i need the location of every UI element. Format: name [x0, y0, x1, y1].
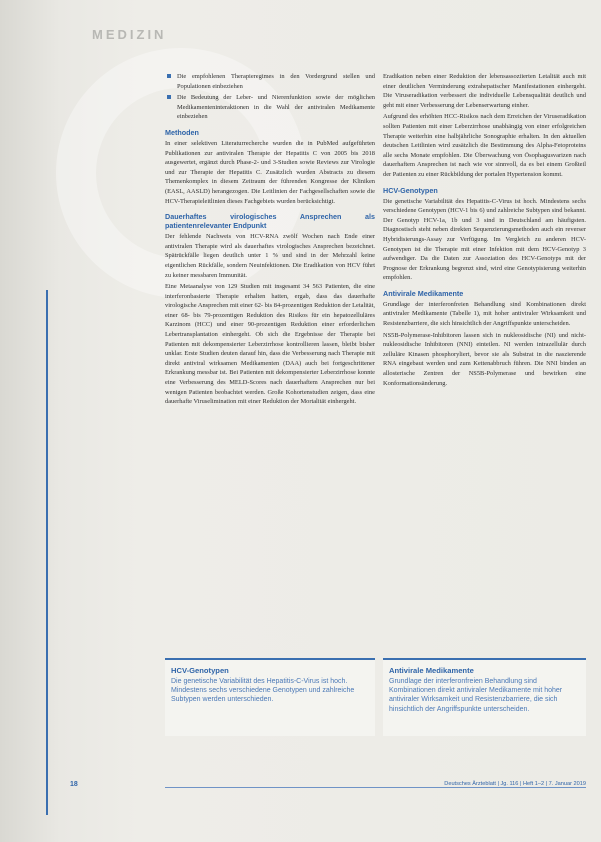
infobox-text: Grundlage der interferonfreien Behandlung sind Kombinationen direkt antiviraler Medikamente mit hoher antiviraler Wirksamkeit und Resistenzbarriere, die sich hinsichtlich der Angriffspunkte unterscheiden. [389, 678, 563, 713]
methoden-paragraph: In einer selektiven Literaturrecherche wurden die in PubMed aufgeführten Publikationen zur antiviralen Therapie der Hepatitis C von 2005 bis 2018 ausgewertet, ergänzt durch Phase-2- und 3-Studien sowie Reviews zur Virologie und zur Therapie der Hepatitis C. Zusätzlich wurden Abstracts zu diesem Themenkomplex in diesem Zeitraum der führenden Kongresse der Kliniken (EASL, AASLD) herangezogen. Die Leitlinien der Fachgesellschaften sowie die HCV-Therapieleitlinien dieses Fachgebiets wurden berücksichtigt. [165, 139, 375, 205]
infobox-heading: HCV-Genotypen [171, 666, 229, 675]
bullet-item: Die Bedeutung der Leber- und Nierenfunktion sowie der möglichen Medikamenteninteraktionen in die Wahl der antiviralen Medikamente einbeziehen [165, 93, 375, 122]
infobox-antiviral [383, 658, 586, 736]
margin-rule [46, 290, 48, 815]
footer-rule [165, 787, 586, 788]
infobox-genotypen [165, 658, 375, 736]
continuation-paragraph: Aufgrund des erhöhten HCC-Risikos nach dem Erreichen der Viruseradikation sollten Patienten mit einer Leberzirrhose unabhängig von einer erfolgreichen Therapie weiterhin eine halbjährliche Sonographie erhalten. In den aktuellen deutschen Leitlinien wird zusätzlich die Bestimmung des Alpha-Fetoproteins alle sechs Monate empfohlen. Die Überwachung von Ösophagusvarizen nach dauerhaftem Ansprechen ist nach wie vor sinnvoll, da es bei einem Großteil der Patienten zu einer Rückbildung der portalen Hypertension kommt. [383, 113, 586, 178]
section-header: MEDIZIN [92, 27, 167, 42]
svr-paragraph: Eine Metaanalyse von 129 Studien mit insgesamt 34 563 Patienten, die eine interferonbasierte Therapie erhalten hatten, ergab, dass das dauerhafte virologische Ansprechen mit einer 62- bis 84-prozentigen Reduktion der Letalität, einer 68- bis 79-prozentigen Reduktion des Risikos für ein hepatozelluläres Karzinom (HCC) und einer 90-prozentigen Reduktion einer erforderlichen Lebertransplantation einhergeht. Ob sich die Ergebnisse der Therapie bei Patienten mit dekompensierter Leberzirrhose kontrollieren lassen, bleibt bisher unklar. Erste Studien deuten darauf hin, dass die Verbesserung nach Therapie mit direkt antiviral wirksamen Medikamenten (DAA) auch bei fortgeschrittener Erkrankung messbar ist. Bei Patienten mit dekompensierter Leberzirrhose konnte eine Verbesserung des MELD-Scores nach dauerhaftem Ansprechen nur bei wenigen Patienten beobachtet werden. Große Kohortenstudien zeigen, dass eine dauerhafte Viruselimination mit einer Reduktion der Mortalität einhergeht. [165, 283, 375, 406]
continuation-paragraph: Eradikation neben einer Reduktion der lebensassoziierten Letalität auch mit einer deutlichen Verminderung extrahepatischer Manifestationen einhergeht. Die Viruseradikation verbessert die individuelle Lebensqualität deutlich und geht mit einer Verbesserung der Lebenserwartung einher. [383, 73, 586, 109]
infobox-text: Die genetische Variabilität des Hepatitis-C-Virus ist hoch. Mindestens sechs verschiedene Genotypen und zahlreiche Subtypen werden unterschieden. [171, 678, 355, 704]
journal-citation: Deutsches Ärzteblatt | Jg. 116 | Heft 1–2 | 7. Januar 2019 [444, 781, 586, 787]
methoden-heading: Methoden [165, 127, 199, 137]
page-number: 18 [70, 781, 78, 788]
bullet-item: Die empfohlenen Therapieregimes in den Vordergrund stellen und Populationen einbeziehen [165, 72, 375, 91]
left-column [165, 72, 375, 409]
antiviral-paragraph: NS5B-Polymerase-Inhibitoren lassen sich in nukleosidische (NI) und nicht-nukleosidische Inhibitoren (NNI) einteilen. NI werden intrazellulär durch zelluläre Kinasen phosphoryliert, bevor sie als Substrat in die naszierende RNA eingebaut werden und zum Kettenabbruch führen. Die NNI binden an allosterische Zentren der NS5B-Polymerase und bewirken eine Konformationsänderung. [383, 331, 586, 387]
right-column [383, 72, 586, 390]
goal-bullet-list [165, 72, 375, 122]
genotypen-paragraph: Die genetische Variabilität des Hepatitis-C-Virus ist hoch. Mindestens sechs verschiedene Genotypen (HCV-1 bis 6) und zahlreiche Subtypen sind bekannt. Der Genotyp HCV-1a, 1b und 3 sind in Deutschland am häufigsten. Diagnostisch steht neben direkten Sequenzierungsmethoden auch ein reverser Hybridisierungs-Assay zur Verfügung. Im Vergleich zu anderen HCV-Genotypen ist die Therapie mit einer Infektion mit dem HCV-Genotyp 3 aufwendiger. Da die Daten zur Assoziation des HCV-Genotyps mit der Prognose der Erkrankung begrenzt sind, wird eine Genotypisierung weiterhin empfohlen. [383, 197, 586, 282]
svr-paragraph: Der fehlende Nachweis von HCV-RNA zwölf Wochen nach Ende einer antiviralen Therapie wird als dauerhaftes virologisches Ansprechen bezeichnet. Spätrückfälle liegen deutlich unter 1 % und sind in der Mehrzahl keine eigentlichen Rückfälle, sondern Neuinfektionen. Die Eradikation von HCV führt zu keiner messbaren Immunität. [165, 233, 375, 279]
antiviral-heading: Antivirale Medikamente [383, 288, 464, 298]
genotypen-heading: HCV-Genotypen [383, 185, 438, 195]
infobox-heading: Antivirale Medikamente [389, 666, 474, 675]
svr-heading: Dauerhaftes virologisches Ansprechen als patientenrelevanter Endpunkt [165, 212, 375, 231]
antiviral-paragraph: Grundlage der interferonfreien Behandlung sind Kombinationen direkt antiviraler Medikamente (Tabelle 1), mit hoher antiviraler Wirksamkeit und Resistenzbarriere, die sich hinsichtlich der Angriffspunkte unterscheiden. [383, 300, 586, 328]
